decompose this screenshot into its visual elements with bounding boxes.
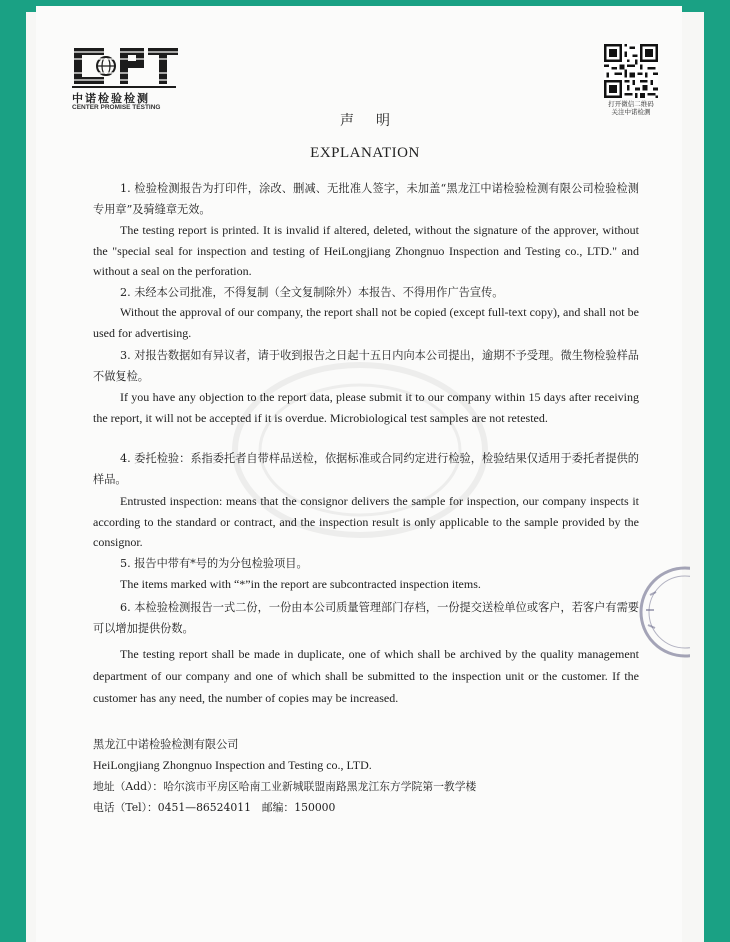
qr-caption-line2: 关注中诺检测 — [611, 108, 651, 116]
title-english: EXPLANATION — [310, 145, 420, 161]
company-logo — [70, 40, 180, 112]
item-4-en: Entrusted inspection: means that the consignor delivers the sample for inspection, our company inspects it according to the standard or contract, and the inspection result is only applicable to the sample provided by the consignor. — [93, 494, 639, 549]
logo-english-name: CENTER PROMISE TESTING — [72, 104, 161, 111]
item-5-cn: 5. 报告中带有*号的为分包检验项目。 — [120, 557, 308, 570]
item-1-en: The testing report is printed. It is invalid if altered, deleted, without the signature of the approver, without the "special seal for inspection and testing of HeiLongjiang Zhongnuo Inspection and Testing co., LTD." and without a seal on the perforation. — [93, 223, 639, 278]
footer-company-en: HeiLongjiang Zhongnuo Inspection and Testing co., LTD. — [93, 758, 372, 772]
item-3-cn: 3. 对报告数据如有异议者，请于收到报告之日起十五日内向本公司提出，逾期不予受理。微生物检验样品不做复检。 — [93, 349, 639, 383]
item-6-cn: 6. 本检验检测报告一式二份，一份由本公司质量管理部门存档，一份提交送检单位或客户，若客户有需要可以增加提供份数。 — [93, 601, 639, 635]
item-2-cn: 2. 未经本公司批准，不得复制（全文复制除外）本报告、不得用作广告宣传。 — [120, 286, 504, 299]
item-5-en: The items marked with “*”in the report are subcontracted inspection items. — [120, 577, 481, 591]
title-chinese: 声明 — [340, 113, 412, 129]
perforation-seal-stamp — [630, 565, 690, 660]
item-2-en: Without the approval of our company, the report shall not be copied (except full-text copy), and shall not be used for advertising. — [93, 305, 639, 340]
item-1-cn: 1. 检验检测报告为打印件，涂改、删减、无批准人签字，未加盖“黑龙江中诺检验检测有限公司检验检测专用章”及骑缝章无效。 — [93, 182, 639, 216]
cpt-logo-mark — [70, 40, 180, 92]
item-3-en: If you have any objection to the report data, please submit it to our company within 15 days after receiving the report, it will not be accepted if it is overdue. Microbiological test samples are not retested. — [93, 390, 639, 425]
logo-chinese-name: 中诺检验检测 — [72, 92, 150, 105]
footer-address: 地址（Add）：哈尔滨市平房区哈南工业新城联盟南路黑龙江东方学院第一教学楼 — [93, 780, 477, 793]
footer-company-cn: 黑龙江中诺检验检测有限公司 — [93, 738, 239, 751]
qr-caption-line1: 打开微信二维码 — [608, 100, 654, 108]
qr-code[interactable] — [604, 44, 658, 98]
item-4-cn: 4. 委托检验：系指委托者自带样品送检，依据标准或合同约定进行检验，检验结果仅适用于委托者提供的样品。 — [93, 452, 639, 486]
footer-phone: 电话（Tel）：0451—86524011 邮编：150000 — [93, 801, 336, 814]
item-6-en: The testing report shall be made in duplicate, one of which shall be archived by the quality management department of our company and one of which shall be submitted to the inspection unit or the customer. If the customer has any need, the number of copies may be increased. — [93, 647, 639, 705]
